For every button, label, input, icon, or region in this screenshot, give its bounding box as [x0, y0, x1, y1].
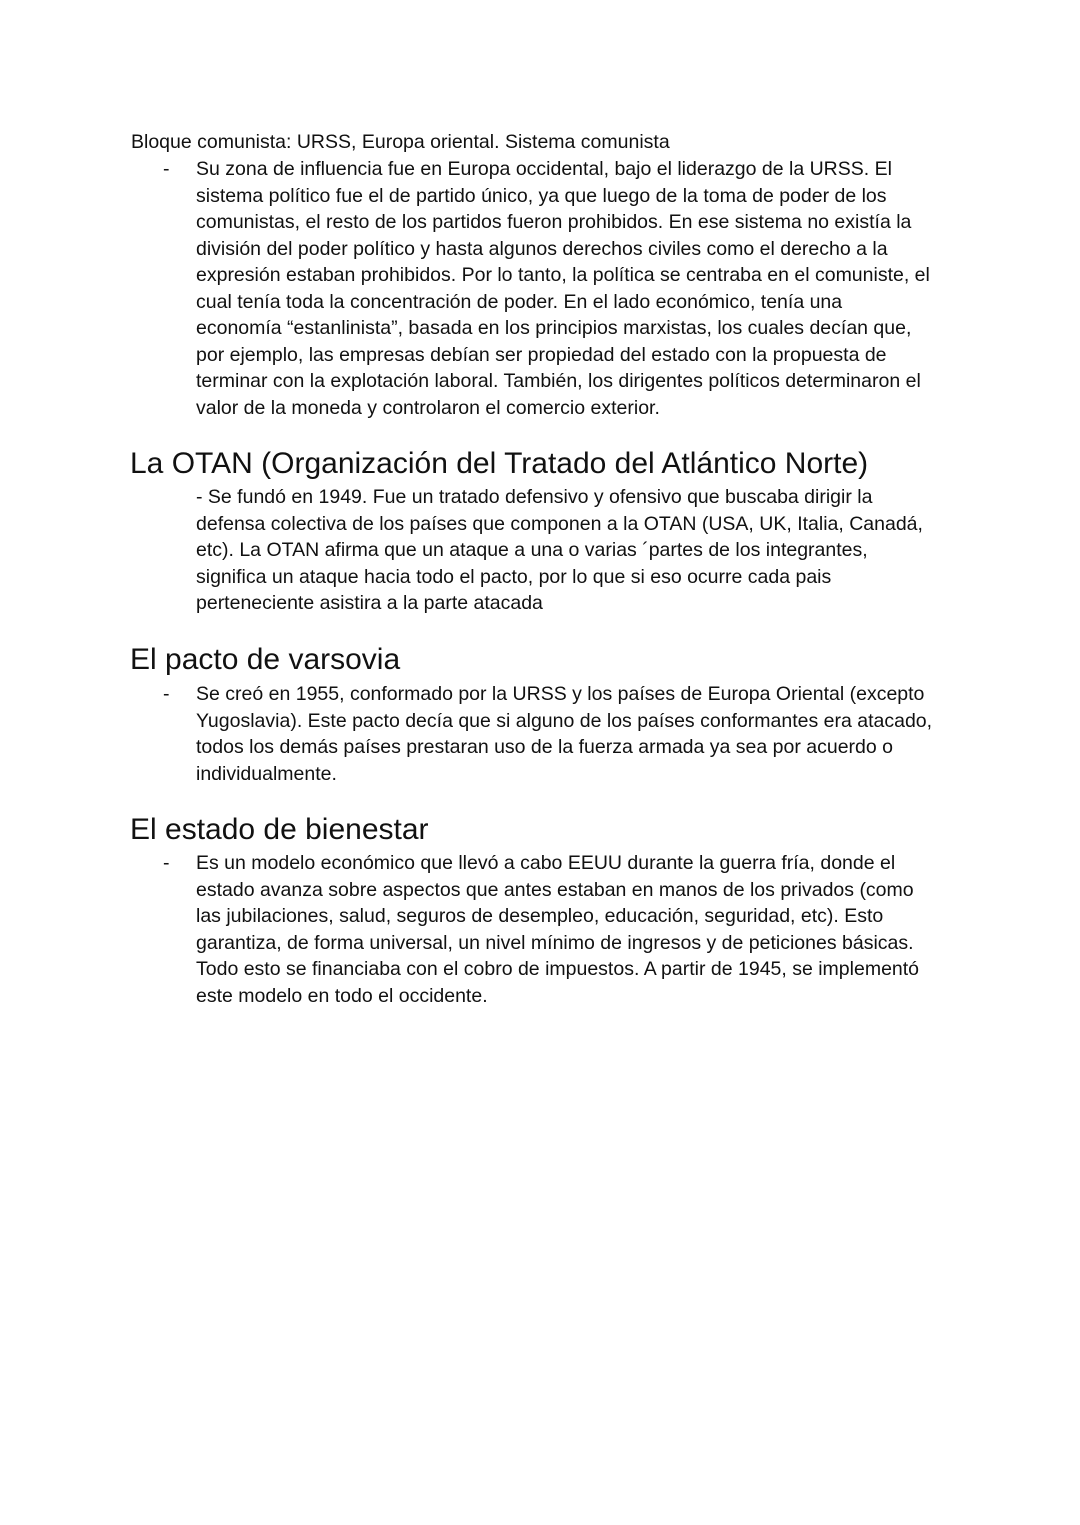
bullet-dash: -	[163, 158, 170, 180]
text-line: etc). La OTAN afirma que un ataque a una o varias ´partes de los integrantes,	[196, 539, 868, 561]
text-line: Se creó en 1955, conformado por la URSS y los países de Europa Oriental (excepto	[196, 683, 925, 705]
text-line: sistema político fue el de partido único, ya que luego de la toma de poder de los	[196, 184, 887, 207]
text-line: perteneciente asistira a la parte atacada	[196, 592, 543, 614]
text-line: cual tenía toda la concentración de poder. En el lado económico, tenía una	[196, 290, 843, 313]
text-line: valor de la moneda y controlaron el comercio exterior.	[196, 396, 660, 419]
text-line: defensa colectiva de los países que componen a la OTAN (USA, UK, Italia, Canadá,	[196, 512, 923, 535]
bullet-dash: -	[163, 683, 170, 705]
text-line: estado avanza sobre aspectos que antes estaban en manos de los privados (como	[196, 878, 914, 901]
text-line: este modelo en todo el occidente.	[196, 984, 488, 1007]
bullet-dash: -	[163, 852, 170, 874]
bienestar-paragraph	[196, 850, 956, 1009]
otan-paragraph	[196, 484, 956, 617]
text-line: terminar con la explotación laboral. También, los dirigentes políticos determinaron el	[196, 370, 921, 392]
text-line: Todo esto se financiaba con el cobro de impuestos. A partir de 1945, se implementó	[196, 958, 920, 980]
varsovia-paragraph	[196, 681, 956, 787]
bienestar-heading: El estado de bienestar	[130, 813, 429, 846]
text-line: por ejemplo, las empresas debían ser propiedad del estado con la propuesta de	[196, 343, 887, 366]
text-line: economía “estanlinista”, basada en los principios marxistas, los cuales decían que,	[196, 317, 912, 339]
varsovia-heading: El pacto de varsovia	[130, 643, 401, 676]
text-line: individualmente.	[196, 762, 337, 785]
text-line: Es un modelo económico que llevó a cabo EEUU durante la guerra fría, donde el	[196, 852, 896, 874]
bloque-paragraph	[196, 156, 956, 421]
text-line: división del poder político y hasta algunos derechos civiles como el derecho a la	[196, 237, 888, 260]
otan-heading: La OTAN (Organización del Tratado del Atlántico Norte)	[130, 447, 869, 480]
text-line: comunistas, el resto de los partidos fueron prohibidos. En ese sistema no existía la	[196, 211, 912, 233]
text-line: significa un ataque hacia todo el pacto, por lo que si eso ocurre cada pais	[196, 565, 832, 588]
text-line: - Se fundó en 1949. Fue un tratado defensivo y ofensivo que buscaba dirigir la	[196, 486, 873, 508]
text-line: Yugoslavia). Este pacto decía que si alguno de los países conformantes era atacado,	[196, 709, 933, 732]
intro-line: Bloque comunista: URSS, Europa oriental. Sistema comunista	[131, 131, 670, 153]
text-line: expresión estaban prohibidos. Por lo tanto, la política se centraba en el comuniste, el	[196, 264, 930, 286]
text-line: todos los demás países prestaran uso de la fuerza armada ya sea por acuerdo o	[196, 736, 893, 758]
text-line: las jubilaciones, salud, seguros de desempleo, educación, seguridad, etc). Esto	[196, 905, 884, 927]
text-line: Su zona de influencia fue en Europa occidental, bajo el liderazgo de la URSS. El	[196, 158, 892, 180]
text-line: garantiza, de forma universal, un nivel mínimo de ingresos y de peticiones básicas.	[196, 931, 914, 954]
